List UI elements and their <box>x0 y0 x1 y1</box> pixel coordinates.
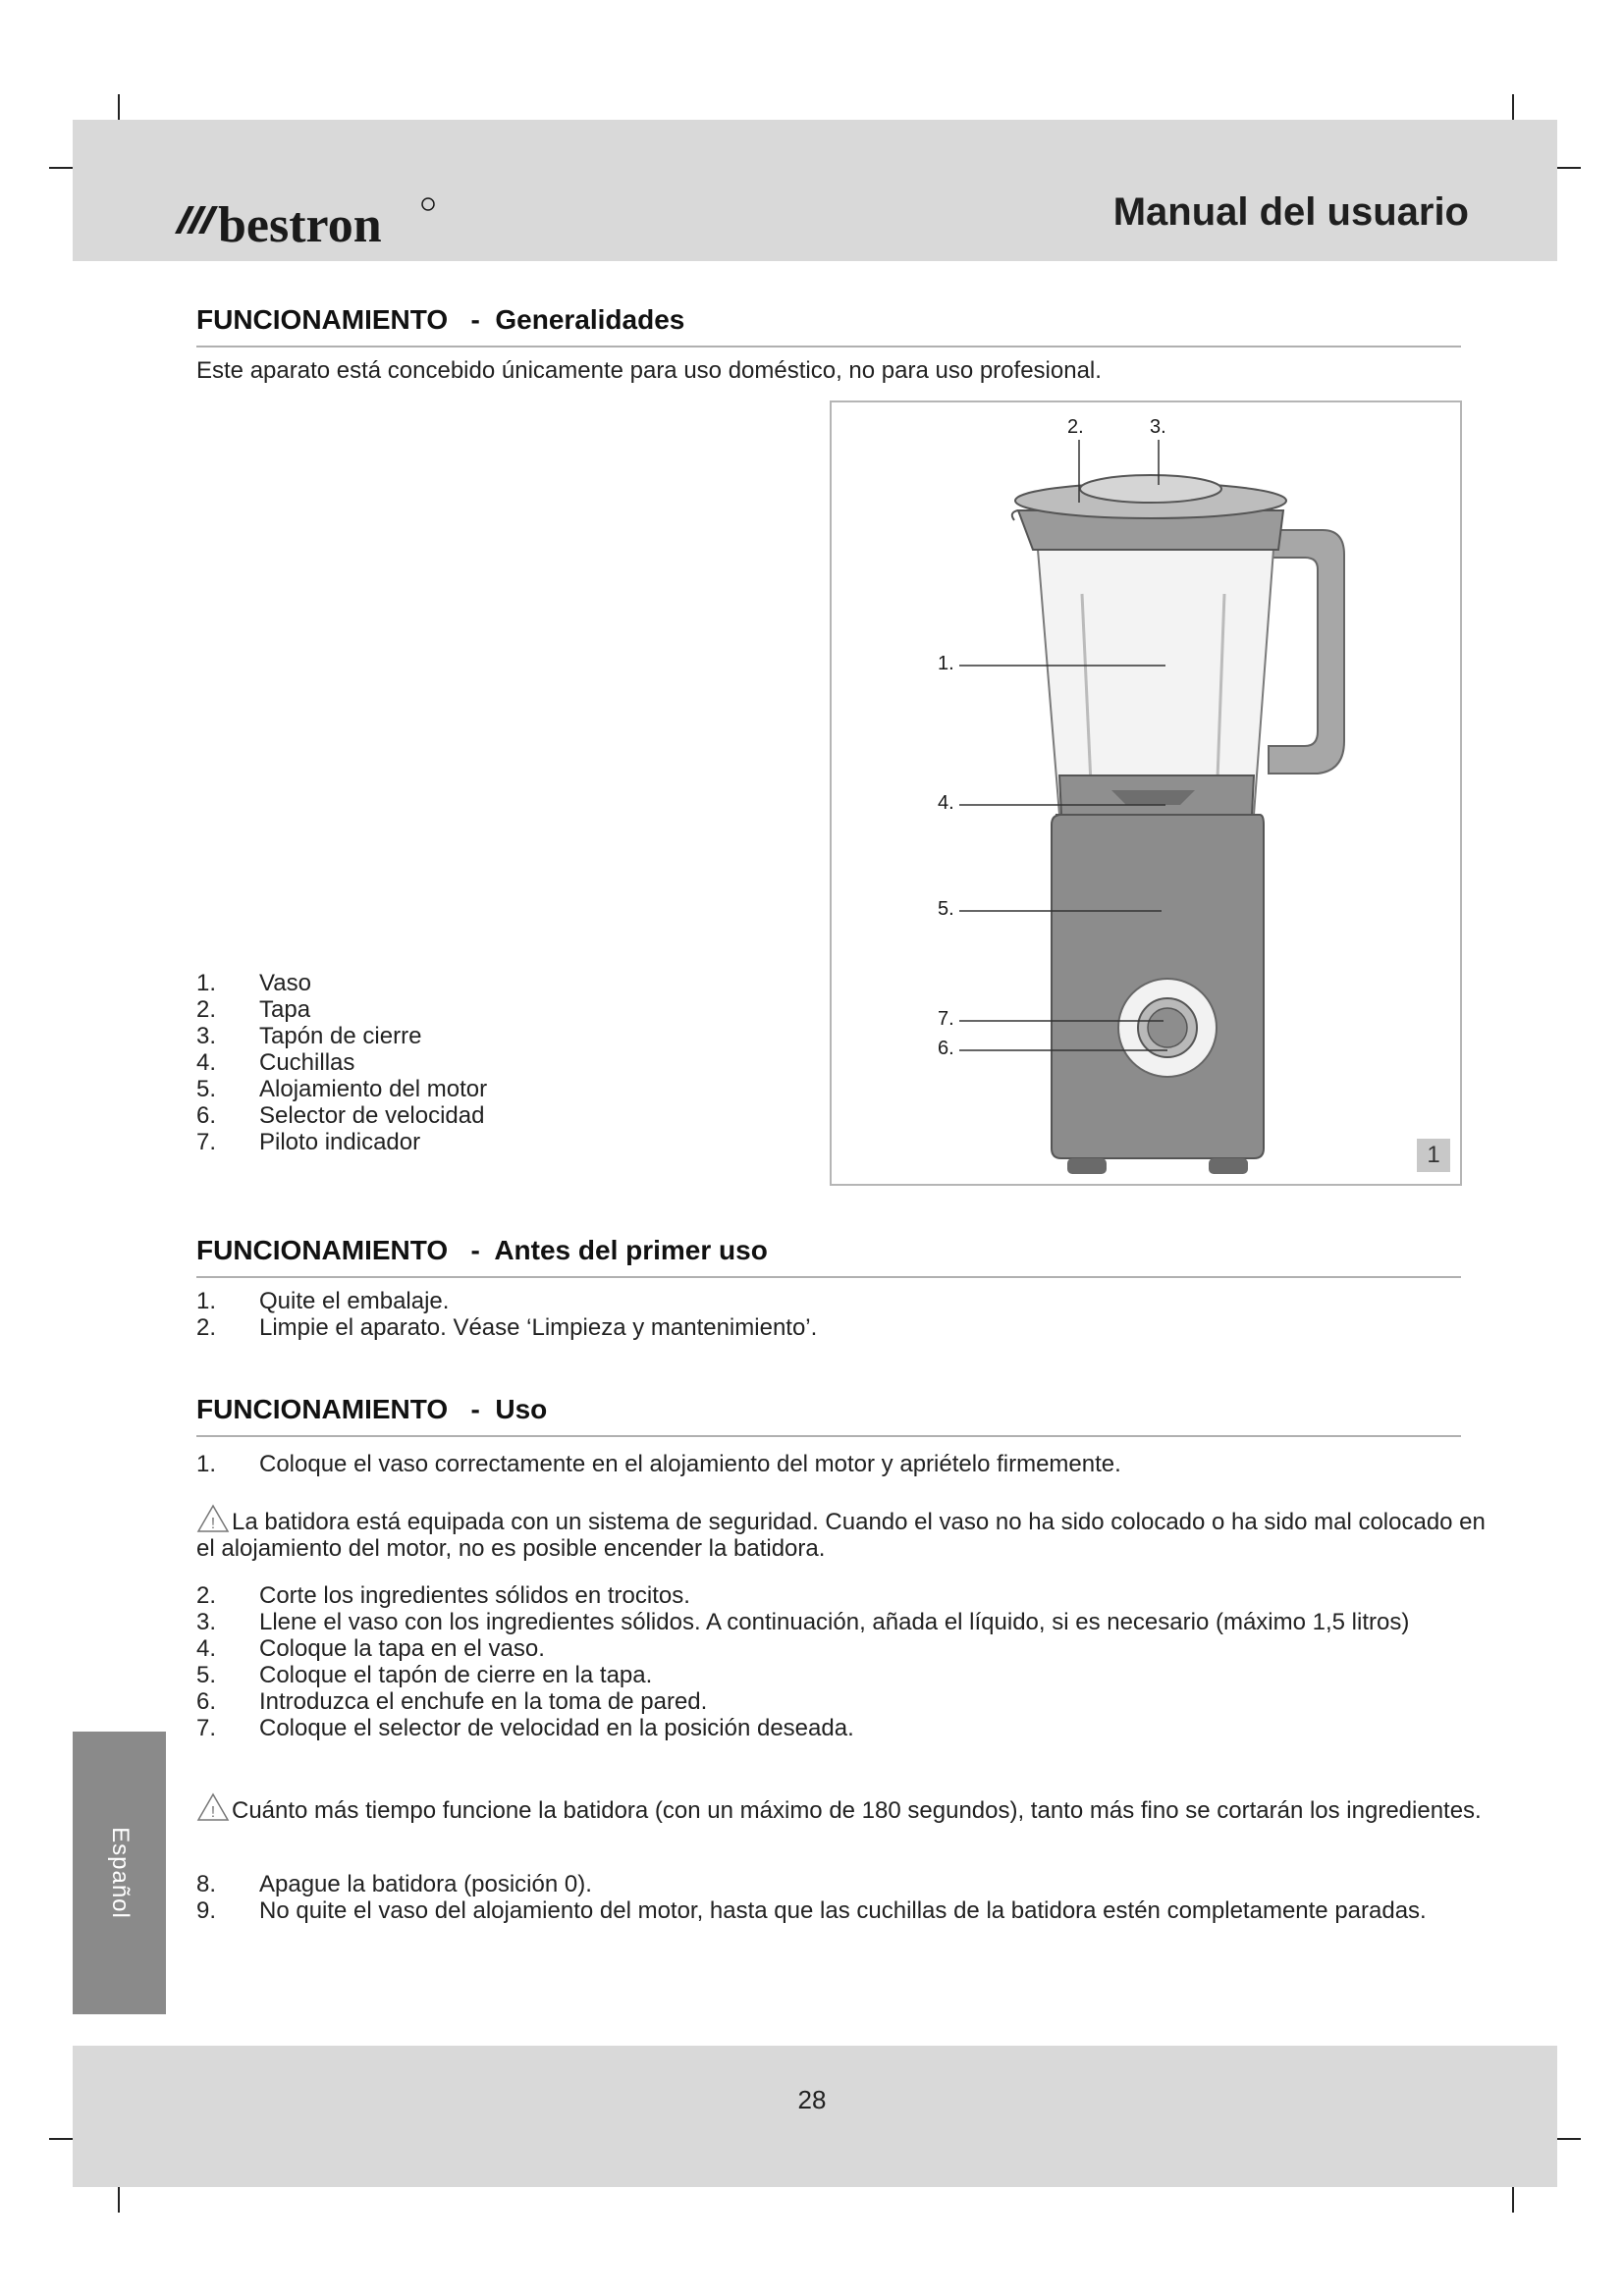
section-divider <box>196 346 1461 347</box>
blender-figure <box>830 400 1462 1186</box>
warning-note: ! La batidora está equipada con un sistema de seguridad. Cuando el vaso no ha sido colocado o ha sido mal colocado en el alojamiento del motor, no es posible encender la batidora. <box>196 1504 1502 1562</box>
list-item: 9. No quite el vaso del alojamiento del motor, hasta que las cuchillas de la batidora estén completamente paradas. <box>196 1897 1427 1924</box>
blender-illustration <box>832 402 1460 1184</box>
list-item: 7. Piloto indicador <box>196 1129 421 1155</box>
footer-band <box>73 2046 1557 2187</box>
tip-note: ! Cuánto más tiempo funcione la batidora (con un máximo de 180 segundos), tanto más fino se cortarán los ingredientes. <box>196 1792 1502 1824</box>
list-item: 8. Apague la batidora (posición 0). <box>196 1871 592 1897</box>
list-item: 1. Vaso <box>196 970 311 996</box>
page-number: 28 <box>797 2085 827 2114</box>
use-steps-2-7 <box>196 1582 1502 1741</box>
list-item: 7. Coloque el selector de velocidad en la posición deseada. <box>196 1715 854 1741</box>
intro-paragraph: Este aparato está concebido únicamente para uso doméstico, no para uso profesional. <box>196 357 1102 384</box>
svg-text:bestron: bestron <box>218 197 382 253</box>
section-title-generalidades: FUNCIONAMIENTO - Generalidades <box>196 304 685 335</box>
document-title: Manual del usuario <box>1112 190 1469 234</box>
callout-label: 1. <box>938 653 954 674</box>
warning-triangle-icon <box>196 1792 230 1822</box>
callout-label: 3. <box>1150 416 1166 438</box>
callout-label: 5. <box>938 898 954 920</box>
callout-label: 7. <box>938 1008 954 1030</box>
list-item: 3. Tapón de cierre <box>196 1023 422 1049</box>
use-steps-8-9 <box>196 1871 1502 1924</box>
brand-logo <box>175 187 450 255</box>
callout-label: 2. <box>1067 416 1084 438</box>
list-item: 4. Cuchillas <box>196 1049 355 1076</box>
section-title-antes-primer-uso: FUNCIONAMIENTO - Antes del primer uso <box>196 1235 768 1265</box>
language-tab <box>73 1732 166 2014</box>
list-item: 3. Llene el vaso con los ingredientes sólidos. A continuación, añada el líquido, si es necesario (máximo 1,5 litros) <box>196 1609 1410 1635</box>
list-item: 6. Introduzca el enchufe en la toma de pared. <box>196 1688 708 1715</box>
figure-number: 1 <box>1417 1139 1450 1172</box>
warning-triangle-icon <box>196 1504 230 1533</box>
list-item: 2. Tapa <box>196 996 311 1023</box>
list-item: 5. Alojamiento del motor <box>196 1076 488 1102</box>
list-item: 2. Limpie el aparato. Véase ‘Limpieza y mantenimiento’. <box>196 1314 818 1341</box>
callout-label: 4. <box>938 792 954 814</box>
callout-label: 6. <box>938 1038 954 1059</box>
first-use-steps <box>196 1288 817 1341</box>
section-divider <box>196 1435 1461 1437</box>
section-title-uso: FUNCIONAMIENTO - Uso <box>196 1394 548 1424</box>
use-step-1 <box>196 1451 1121 1477</box>
svg-text:!: ! <box>210 1516 216 1532</box>
list-item: 6. Selector de velocidad <box>196 1102 485 1129</box>
language-tab-label: Español <box>106 1827 134 1919</box>
list-item: 2. Corte los ingredientes sólidos en trocitos. <box>196 1582 690 1609</box>
parts-list <box>196 970 487 1155</box>
list-item: 1. Coloque el vaso correctamente en el alojamiento del motor y apriételo firmemente. <box>196 1451 1121 1477</box>
list-item: 4. Coloque la tapa en el vaso. <box>196 1635 545 1662</box>
list-item: 1. Quite el embalaje. <box>196 1288 450 1314</box>
bestron-logo-icon <box>175 187 450 255</box>
svg-text:!: ! <box>210 1804 216 1821</box>
list-item: 5. Coloque el tapón de cierre en la tapa. <box>196 1662 653 1688</box>
section-divider <box>196 1276 1461 1278</box>
